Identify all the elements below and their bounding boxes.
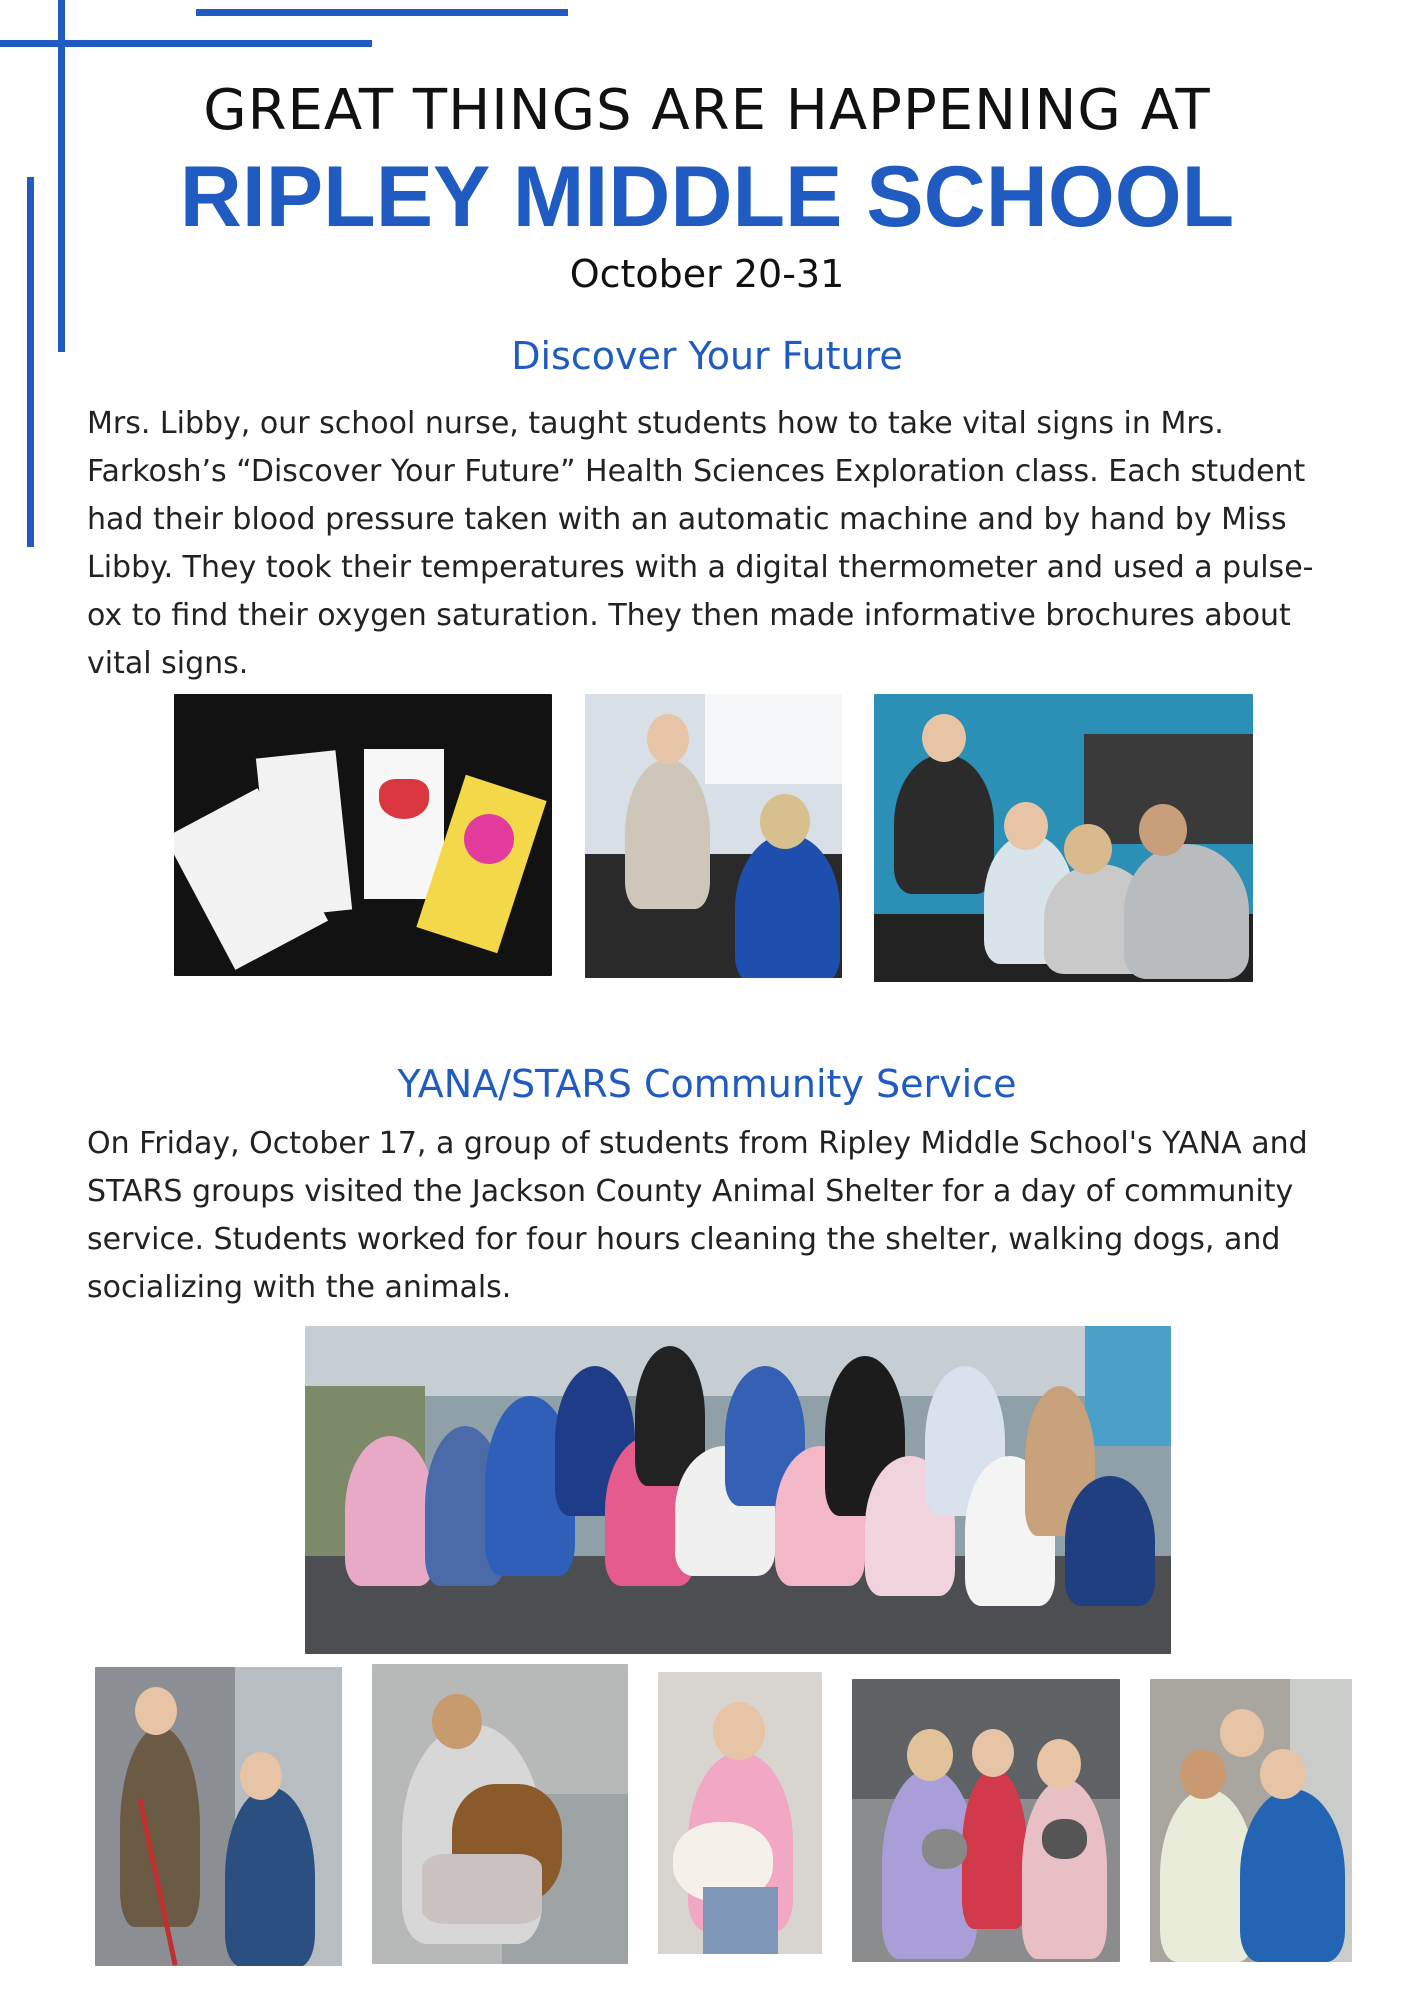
photo-students-pulse-ox xyxy=(874,694,1253,982)
school-name: RIPLEY MIDDLE SCHOOL xyxy=(179,149,1235,245)
photo-students-cleaning xyxy=(95,1667,342,1966)
photo-students-holding-cats xyxy=(852,1679,1120,1962)
photo-group-animal-shelter xyxy=(305,1326,1171,1654)
section-body-community-service: On Friday, October 17, a group of students from Ripley Middle School's YANA and STARS groups visited the Jackson County Animal Shelter for a day of community service. Students worked for four hours cleaning the shelter, walking dogs, and socializing with the animals. xyxy=(87,1126,1308,1305)
section-body-discover-your-future: Mrs. Libby, our school nurse, taught students how to take vital signs in Mrs. Farkosh’s “Discover Your Future” Health Sciences Exploration class. Each student had their blood pressure taken with an automatic machine and by hand by Miss Libby. They took their temperatures with a digital thermometer and used a pulse-ox to find their oxygen saturation. They then made informative brochures about vital signs. xyxy=(87,406,1314,681)
photo-washing-dog xyxy=(372,1664,628,1964)
section-heading-community-service: YANA/STARS Community Service xyxy=(397,1062,1017,1106)
photo-students-hugging xyxy=(1150,1679,1352,1962)
photo-nurse-teaching xyxy=(585,694,842,978)
section-heading-discover-your-future: Discover Your Future xyxy=(511,334,903,378)
newsletter-dates: October 20-31 xyxy=(569,252,845,296)
photo-vital-signs-brochures xyxy=(174,694,552,976)
photo-student-with-puppy xyxy=(658,1672,822,1954)
decorative-line-top xyxy=(196,9,568,16)
decorative-line-top-left xyxy=(0,40,372,47)
newsletter-tagline: GREAT THINGS ARE HAPPENING AT xyxy=(203,78,1211,143)
